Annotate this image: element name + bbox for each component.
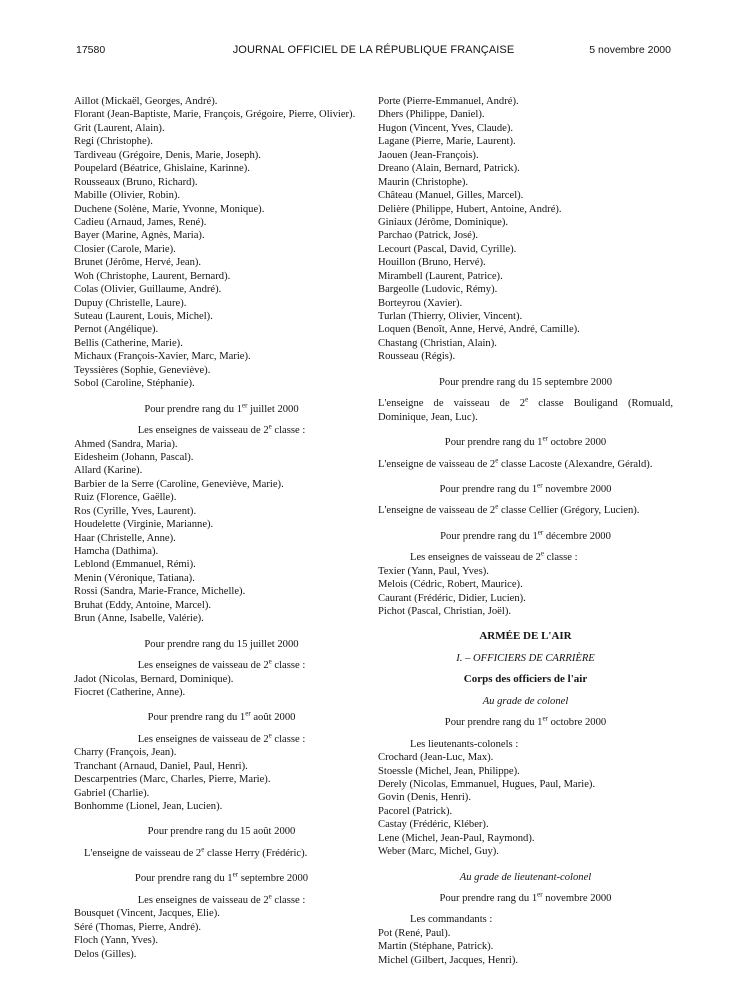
list-item: Derely (Nicolas, Emmanuel, Hugues, Paul, Marie). (378, 778, 596, 790)
section-heading: Pour prendre rang du 15 septembre 2000 (439, 376, 612, 388)
name-list (74, 673, 369, 700)
list-item: Lagane (Pierre, Marie, Laurent). (378, 136, 516, 148)
list-item: Bargeolle (Ludovic, Rémy). (378, 284, 498, 296)
list-item: Regi (Christophe). (74, 136, 153, 148)
list-item: Dupuy (Christelle, Laure). (74, 297, 187, 309)
section-text: L'enseigne de vaisseau de 2e classe Bouligand (Romuald, Dominique, Jean, Luc). (378, 395, 673, 423)
list-item: Rossi (Sandra, Marie-France, Michelle). (74, 586, 246, 598)
list-item: Suteau (Laurent, Louis, Michel). (74, 311, 213, 323)
section-subheading: Les enseignes de vaisseau de 2e classe : (410, 549, 578, 564)
list-item: Stoessle (Michel, Jean, Philippe). (378, 765, 520, 777)
list-item: Pernot (Angélique). (74, 324, 159, 336)
list-item: Menin (Véronique, Tatiana). (74, 572, 195, 584)
list-item: Woh (Christophe, Laurent, Bernard). (74, 270, 231, 282)
list-item: Turlan (Thierry, Olivier, Vincent). (378, 311, 523, 322)
section-heading: Pour prendre rang du 1er juillet 2000 (144, 401, 299, 415)
section-subheading: Les enseignes de vaisseau de 2e classe : (137, 731, 306, 745)
list-item: Lecourt (Pascal, David, Cyrille). (378, 243, 517, 255)
name-list (378, 927, 673, 967)
page-number: 17580 (76, 44, 106, 56)
section-heading: Pour prendre rang du 15 août 2000 (147, 826, 296, 838)
page-header (76, 44, 671, 60)
list-item: Poupelard (Béatrice, Ghislaine, Karinne). (74, 163, 250, 175)
section-text: L'enseigne de vaisseau de 2e classe Lacoste (Alexandre, Gérald). (378, 456, 653, 470)
list-item: Hamcha (Dathima). (74, 546, 159, 558)
section-heading: Pour prendre rang du 1er octobre 2000 (444, 434, 607, 449)
list-item: Cadieu (Arnaud, James, René). (74, 216, 207, 228)
list-item: Jaouen (Jean-François). (378, 149, 479, 161)
section-heading: Pour prendre rang du 1er août 2000 (147, 709, 296, 724)
list-item: Porte (Pierre-Emmanuel, André). (378, 96, 519, 107)
list-item: Fiocret (Catherine, Anne). (74, 686, 186, 698)
list-item: Floch (Yann, Yves). (74, 935, 158, 947)
name-list (378, 95, 673, 364)
list-item: Descarpentries (Marc, Charles, Pierre, Marie). (74, 774, 271, 786)
grade-title: Au grade de lieutenant-colonel (459, 871, 592, 883)
section-heading: Pour prendre rang du 1er décembre 2000 (440, 528, 611, 542)
name-list (378, 565, 673, 619)
list-item: Chastang (Christian, Alain). (378, 337, 497, 349)
name-list (74, 95, 369, 108)
section-heading: Pour prendre rang du 1er novembre 2000 (439, 481, 612, 495)
section-subheading: Les lieutenants-colonels : (410, 738, 519, 750)
list-item: Ahmed (Sandra, Maria). (74, 438, 178, 450)
name-list (74, 907, 369, 961)
list-item: Texier (Yann, Paul, Yves). (378, 565, 489, 577)
name-list (378, 751, 673, 859)
list-item: Bayer (Marine, Agnès, Maria). (74, 230, 205, 242)
list-item: Eidesheim (Johann, Pascal). (74, 451, 194, 463)
section-heading: Pour prendre rang du 1er octobre 2000 (444, 714, 607, 729)
list-item: Bruhat (Eddy, Antoine, Marcel). (74, 599, 211, 611)
list-item: Pichot (Pascal, Christian, Joël). (378, 606, 511, 618)
list-item: Barbier de la Serre (Caroline, Geneviève, Marie). (74, 478, 284, 490)
list-item: Michel (Gilbert, Jacques, Henri). (378, 954, 519, 966)
list-item: Houdelette (Virginie, Marianne). (74, 519, 214, 531)
section-subheading: Les commandants : (410, 914, 493, 926)
name-list (74, 438, 369, 626)
list-item: Delos (Gilles). (74, 948, 137, 960)
list-item: Tranchant (Arnaud, Daniel, Paul, Henri). (74, 760, 248, 772)
section-subheading: Les enseignes de vaisseau de 2e classe : (137, 657, 306, 672)
list-item: Duchene (Solène, Marie, Yvonne, Monique). (74, 203, 265, 215)
list-item: Borteyrou (Xavier). (378, 297, 463, 309)
section-subheading: Les enseignes de vaisseau de 2e classe : (137, 892, 306, 906)
list-item: Parchao (Patrick, José). (378, 230, 479, 242)
list-item: Hugon (Vincent, Yves, Claude). (378, 122, 514, 134)
list-item: Rousseau (Régis). (378, 351, 456, 363)
list-item: Charry (François, Jean). (74, 747, 177, 759)
list-item: Houillon (Bruno, Hervé). (378, 257, 486, 269)
list-item: Martin (Stéphane, Patrick). (378, 941, 494, 953)
section-heading: Pour prendre rang du 1er novembre 2000 (439, 890, 612, 905)
grade-title: Au grade de colonel (482, 695, 569, 707)
list-item: Bellis (Catherine, Marie). (74, 337, 183, 349)
list-item: Tardiveau (Grégoire, Denis, Marie, Joseph). (74, 149, 261, 161)
issue-date: 5 novembre 2000 (589, 44, 671, 56)
list-item: Castay (Frédéric, Kléber). (378, 819, 489, 831)
list-item: Delière (Philippe, Hubert, Antoine, André). (378, 203, 562, 215)
list-item: Haar (Christelle, Anne). (74, 532, 176, 544)
list-item: Caurant (Frédéric, Didier, Lucien). (378, 592, 526, 604)
journal-title: JOURNAL OFFICIEL DE LA RÉPUBLIQUE FRANÇAISE (232, 44, 515, 56)
list-item: Teyssières (Sophie, Geneviève). (74, 364, 211, 376)
list-item: Rousseaux (Bruno, Richard). (74, 176, 198, 188)
name-list (74, 746, 369, 813)
list-item: Melois (Cédric, Robert, Maurice). (378, 579, 523, 591)
section-heading: Pour prendre rang du 15 juillet 2000 (144, 638, 299, 650)
name-list (74, 122, 369, 391)
list-item: Mirambell (Laurent, Patrice). (378, 270, 503, 282)
corps-title: Corps des officiers de l'air (463, 673, 588, 686)
list-item: Pot (René, Paul). (378, 927, 451, 939)
list-item: Mabille (Olivier, Robin). (74, 190, 181, 202)
list-item: Sobol (Caroline, Stéphanie). (74, 378, 195, 390)
section-heading: Pour prendre rang du 1er septembre 2000 (134, 870, 309, 885)
list-item: Aillot (Mickaël, Georges, André). (74, 96, 218, 107)
list-item: Bonhomme (Lionel, Jean, Lucien). (74, 801, 223, 813)
list-item: Allard (Karine). (74, 465, 143, 477)
list-item: Dhers (Philippe, Daniel). (378, 109, 485, 121)
list-item: Ros (Cyrille, Yves, Laurent). (74, 505, 197, 517)
list-item: Michaux (François-Xavier, Marc, Marie). (74, 351, 251, 363)
army-title: ARMÉE DE L'AIR (479, 630, 572, 643)
list-item: Maurin (Christophe). (378, 176, 469, 188)
right-column (378, 95, 673, 967)
section-text: L'enseigne de vaisseau de 2e classe Herry (Frédéric). (84, 845, 308, 859)
list-item: Closier (Carole, Marie). (74, 243, 176, 255)
list-item: Grit (Laurent, Alain). (74, 122, 165, 134)
list-item: Brunet (Jérôme, Hervé, Jean). (74, 257, 202, 269)
list-item: Jadot (Nicolas, Bernard, Dominique). (74, 673, 234, 685)
section-text: L'enseigne de vaisseau de 2e classe Cellier (Grégory, Lucien). (378, 502, 640, 517)
section-subheading: Les enseignes de vaisseau de 2e classe : (137, 422, 306, 437)
list-item: Weber (Marc, Michel, Guy). (378, 846, 499, 858)
officers-title: I. – OFFICIERS DE CARRIÈRE (456, 652, 595, 664)
list-item: Séré (Thomas, Pierre, André). (74, 921, 202, 933)
list-item: Giniaux (Jérôme, Dominique). (378, 216, 509, 228)
list-item: Florant (Jean-Baptiste, Marie, François, Grégoire, Pierre, Olivier). (74, 109, 356, 121)
list-item: Gabriel (Charlie). (74, 787, 150, 799)
list-item: Lene (Michel, Jean-Paul, Raymond). (378, 832, 535, 844)
list-item: Bousquet (Vincent, Jacques, Elie). (74, 908, 220, 920)
list-item: Govin (Denis, Henri). (378, 792, 471, 804)
list-item: Dreano (Alain, Bernard, Patrick). (378, 163, 520, 175)
list-item: Ruiz (Florence, Gaëlle). (74, 492, 177, 504)
list-item: Château (Manuel, Gilles, Marcel). (378, 190, 524, 202)
list-item: Leblond (Emmanuel, Rémi). (74, 559, 196, 571)
list-item: Loquen (Benoît, Anne, Hervé, André, Camille). (378, 324, 580, 336)
list-item: Colas (Olivier, Guillaume, André). (74, 284, 222, 296)
list-item: Pacorel (Patrick). (378, 805, 453, 817)
left-column (74, 95, 369, 961)
list-item: Brun (Anne, Isabelle, Valérie). (74, 613, 204, 625)
list-item: Crochard (Jean-Luc, Max). (378, 752, 494, 764)
